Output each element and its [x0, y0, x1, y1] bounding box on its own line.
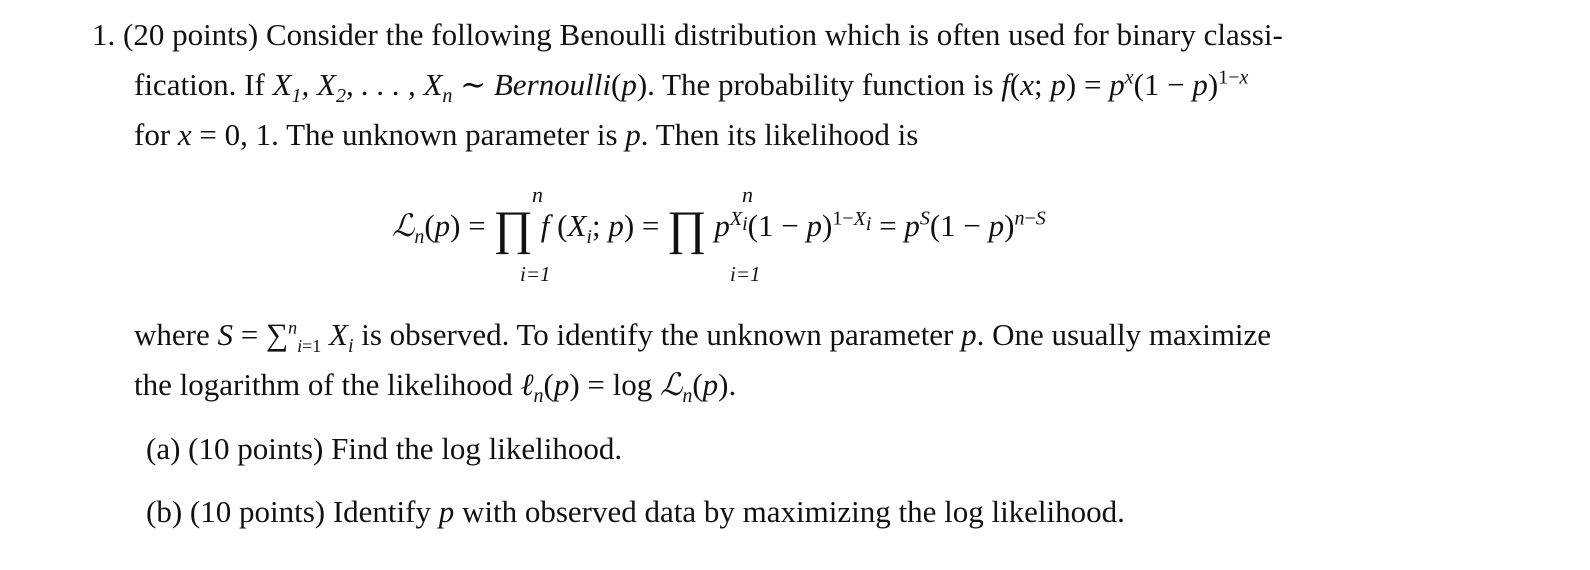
- math-bernoulli: Bernoulli: [493, 67, 611, 102]
- problem-line-2: [134, 66, 1249, 108]
- math-p: p: [625, 117, 641, 152]
- math-sim: ∼: [460, 67, 487, 102]
- problem-line-1: [92, 16, 1283, 54]
- math-support: x = 0, 1: [177, 117, 272, 152]
- product-upper-limit-1: n: [532, 182, 543, 207]
- part-b-text-b: with observed data by maximizing the log likelihood.: [461, 494, 1125, 529]
- problem-number: 1.: [92, 17, 116, 52]
- product-lower-limit-2: i=1: [730, 262, 761, 286]
- part-b-label: (b): [146, 494, 183, 529]
- math-sum-def: S = ∑$^n_{i=1}$ $X_i$: [217, 317, 354, 358]
- part-a-label: (a): [146, 431, 181, 466]
- line2-text-a: fication. If: [134, 67, 265, 102]
- math-pmf: f(x; $p) = p^x(1 - p)^{1-x}$: [1001, 66, 1249, 102]
- line4-text-b: is observed. To identify the unknown parameter: [361, 317, 954, 352]
- line4-text-a: where: [134, 317, 210, 352]
- product-symbol-2: ∏: [667, 201, 707, 255]
- line5-text-a: the logarithm of the likelihood: [134, 367, 513, 402]
- line2-text-b: . The probability function is: [647, 67, 994, 102]
- log-word: log: [612, 367, 653, 402]
- part-b-points: (10 points): [189, 494, 326, 529]
- part-a: [146, 430, 622, 468]
- likelihood-equation: ℒ$_n$(p) = ∏ f ($X_i$; p) = ∏ $p^{X_i}(1 - p)^{1-X_i} = p^S(1 - p)^{n-S}$: [392, 201, 1046, 255]
- product-upper-limit-2: n: [742, 182, 753, 207]
- math-random-variables: $X_1$, $X_2$, . . . , $X_n$: [272, 67, 453, 108]
- line4-text-c: . One usually maximize: [976, 317, 1272, 352]
- part-a-points: (10 points): [188, 431, 324, 466]
- part-a-text: Find the log likelihood.: [331, 431, 623, 466]
- math-log-likelihood: ℓ$_n$(p) = log ℒ$_n$(p).: [520, 367, 737, 408]
- line3-text-a: for: [134, 117, 171, 152]
- product-lower-limit-1: i=1: [520, 262, 551, 286]
- math-bernoulli-arg: (p): [610, 67, 648, 102]
- problem-line-4: [134, 316, 1272, 358]
- problem-intro-text: Consider the following Benoulli distribution which is often used for binary classi-: [265, 17, 1283, 52]
- part-b-text-a: Identify: [332, 494, 431, 529]
- problem-points: (20 points): [123, 17, 259, 52]
- line3-text-c: . Then its likelihood is: [640, 117, 919, 152]
- math-p-3: p: [438, 494, 455, 529]
- product-symbol-1: ∏: [493, 201, 533, 255]
- part-b: [146, 493, 1125, 531]
- problem-line-3: [134, 116, 918, 154]
- problem-line-5: [134, 366, 737, 408]
- math-p-2: p: [961, 317, 977, 352]
- line3-text-b: . The unknown parameter is: [271, 117, 618, 152]
